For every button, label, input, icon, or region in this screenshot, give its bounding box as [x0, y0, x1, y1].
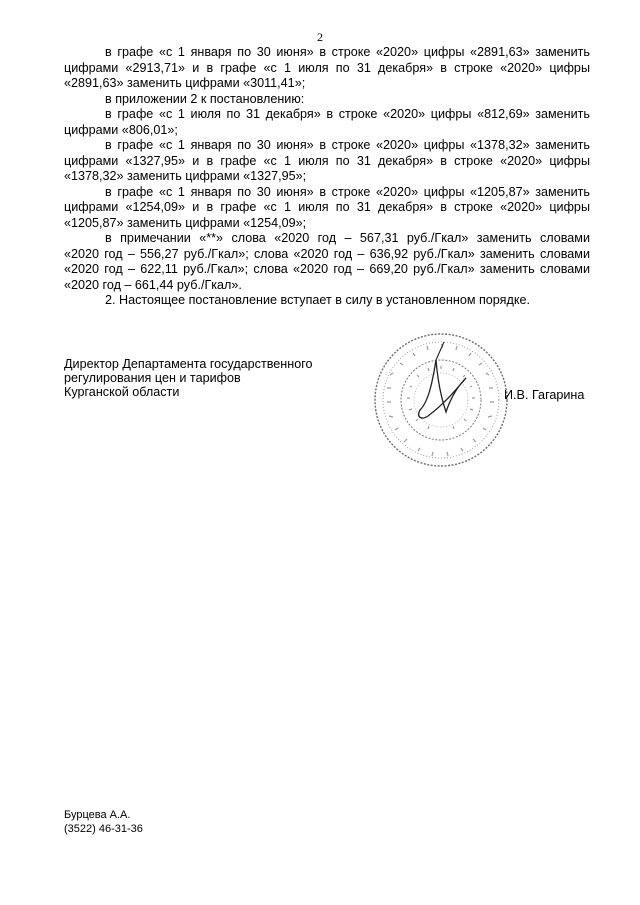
executor-info [64, 808, 143, 836]
text-line: в приложении 2 к постановлению: [105, 91, 305, 106]
signatory-position [64, 357, 313, 399]
position-line: Директор Департамента государственного [64, 357, 313, 371]
paragraph [64, 231, 590, 293]
document-body [64, 45, 590, 309]
paragraph [64, 107, 590, 138]
text-line: цифрами «1254,09» и в графе «с 1 июля по 31 декабря» в строке «2020» цифры [64, 200, 590, 214]
paragraph [64, 185, 590, 232]
text-line: цифрами «2913,71» и в графе «с 1 июля по 31 декабря» в строке «2020» цифры [64, 60, 590, 75]
text-line: «1378,32» заменить цифрами «1327,95»; [64, 169, 307, 183]
official-seal-stamp [370, 330, 512, 470]
paragraph [64, 92, 590, 108]
signer-name: И.В. Гагарина [504, 388, 585, 402]
text-line: «2020 год – 661,44 руб./Гкал». [64, 277, 242, 292]
executor-phone: (3522) 46-31-36 [64, 823, 143, 835]
text-line: «2891,63» заменить цифрами «3011,41»; [64, 76, 306, 90]
page-number: 2 [317, 30, 323, 44]
text-line: «1205,87» заменить цифрами «1254,09»; [64, 215, 307, 230]
text-line: «2020 год – 556,27 руб./Гкал»; слова «2020 год – 636,92 руб./Гкал» заменить словами [64, 246, 590, 261]
position-line: Курганской области [64, 385, 180, 399]
paragraph [64, 138, 590, 185]
text-line: в графе «с 1 января по 30 июня» в строке «2020» цифры «2891,63» заменить [105, 45, 590, 59]
text-line: 2. Настоящее постановление вступает в силу в установленном порядке. [105, 293, 530, 307]
executor-name: Бурцева А.А. [64, 809, 131, 821]
position-line: регулирования цен и тарифов [64, 371, 241, 385]
text-line: в графе «с 1 января по 30 июня» в строке «2020» цифры «1205,87» заменить [105, 184, 590, 199]
text-line: «2020 год – 622,11 руб./Гкал»; слова «2020 год – 669,20 руб./Гкал» заменить словами [64, 262, 590, 276]
text-line: в примечании «**» слова «2020 год – 567,31 руб./Гкал» заменить словами [105, 231, 590, 245]
text-line: в графе «с 1 июля по 31 декабря» в строке «2020» цифры «812,69» заменить [105, 107, 590, 121]
paragraph [64, 293, 590, 309]
text-line: цифрами «1327,95» и в графе «с 1 июля по 31 декабря» в строке «2020» цифры [64, 153, 590, 168]
paragraph [64, 45, 590, 92]
signature-scribble [419, 360, 466, 418]
text-line: цифрами «806,01»; [64, 122, 178, 137]
text-line: в графе «с 1 января по 30 июня» в строке «2020» цифры «1378,32» заменить [105, 138, 590, 152]
